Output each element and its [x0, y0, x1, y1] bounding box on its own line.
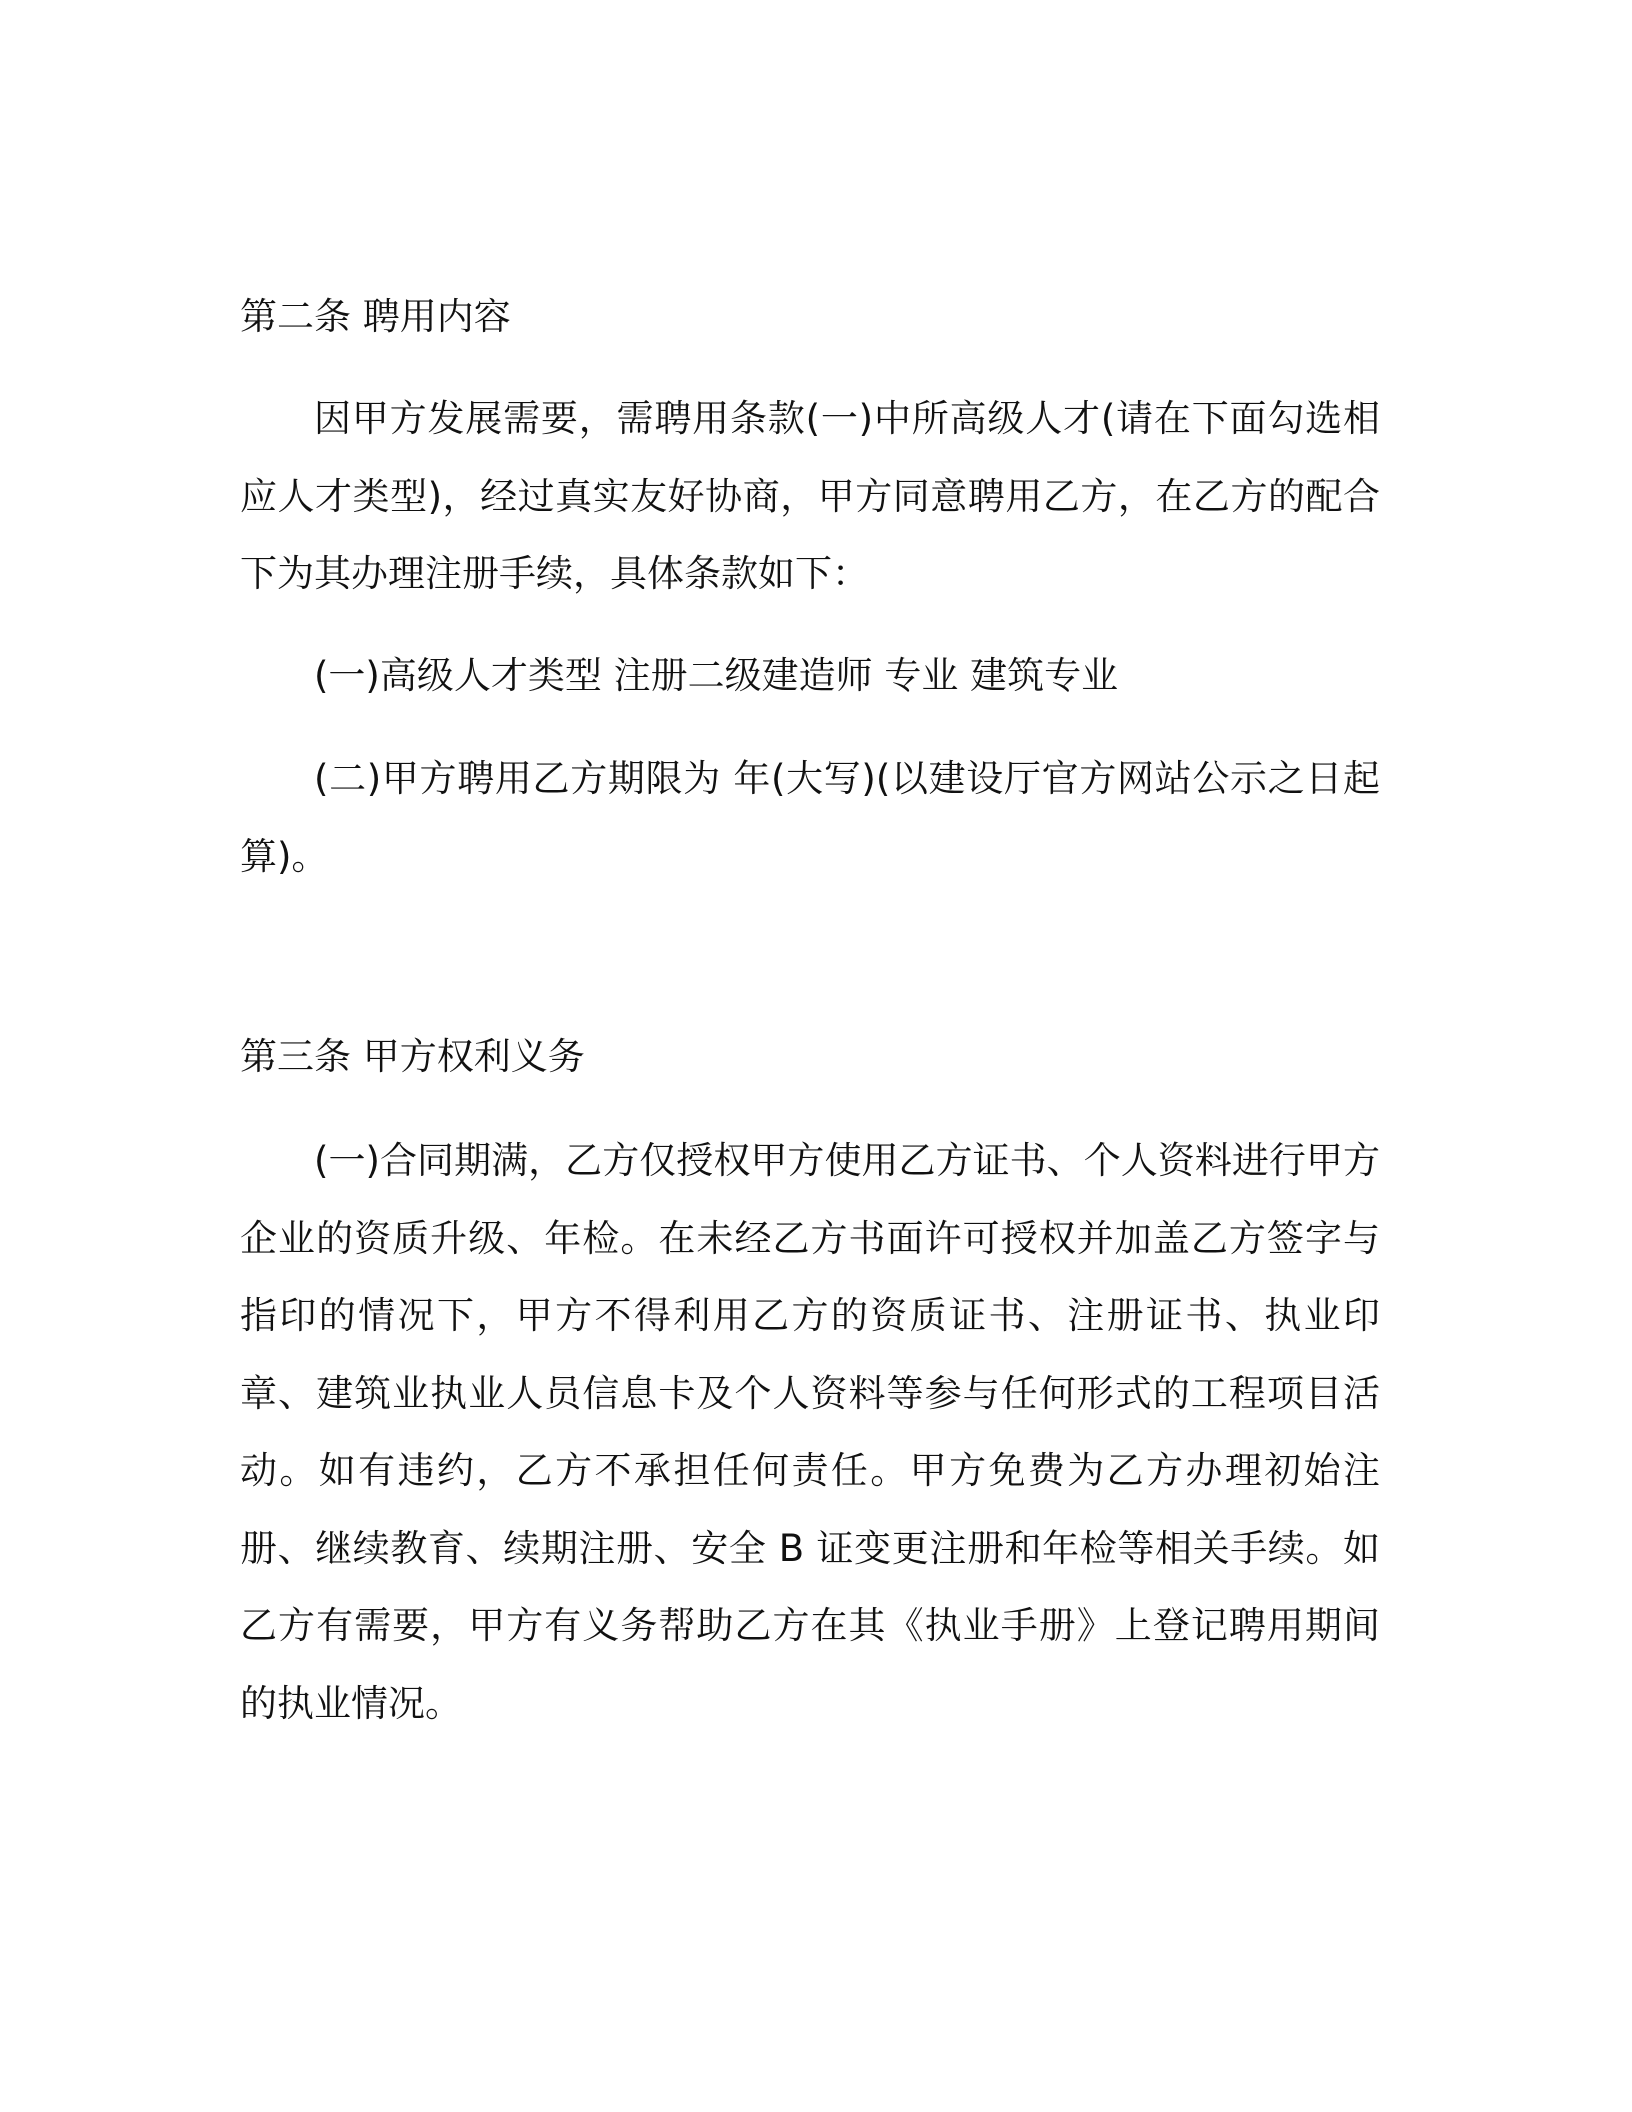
article-2-heading: 第二条 聘用内容 [240, 295, 511, 338]
article-2-item-1: (一)高级人才类型 注册二级建造师 专业 建筑专业 [314, 654, 1119, 697]
article-3-item-1: (一)合同期满，乙方仅授权甲方使用乙方证书、个人资料进行甲方企业的资质升级、年检。在未经乙方书面许可授权并加盖乙方签字与指印的情况下，甲方不得利用乙方的资质证书、注册证书、执业印章、建筑业执业人员信息卡及个人资料等参与任何形式的工程项目活动。如有违约，乙方不承担任何责任。甲方免费为乙方办理初始注册、继续教育、续期注册、安全 B 证变更注册和年检等相关手续。如乙方有需要，甲方有义务帮助乙方在其《执业手册》上登记聘用期间的执业情况。 [240, 1139, 1380, 1725]
article-3-heading: 第三条 甲方权利义务 [240, 1035, 585, 1078]
article-2-intro-paragraph: 因甲方发展需要，需聘用条款(一)中所高级人才(请在下面勾选相应人才类型)，经过真实友好协商，甲方同意聘用乙方，在乙方的配合下为其办理注册手续，具体条款如下： [240, 397, 1380, 595]
article-2-item-2: (二)甲方聘用乙方期限为 年(大写)(以建设厅官方网站公示之日起算)。 [240, 757, 1380, 878]
